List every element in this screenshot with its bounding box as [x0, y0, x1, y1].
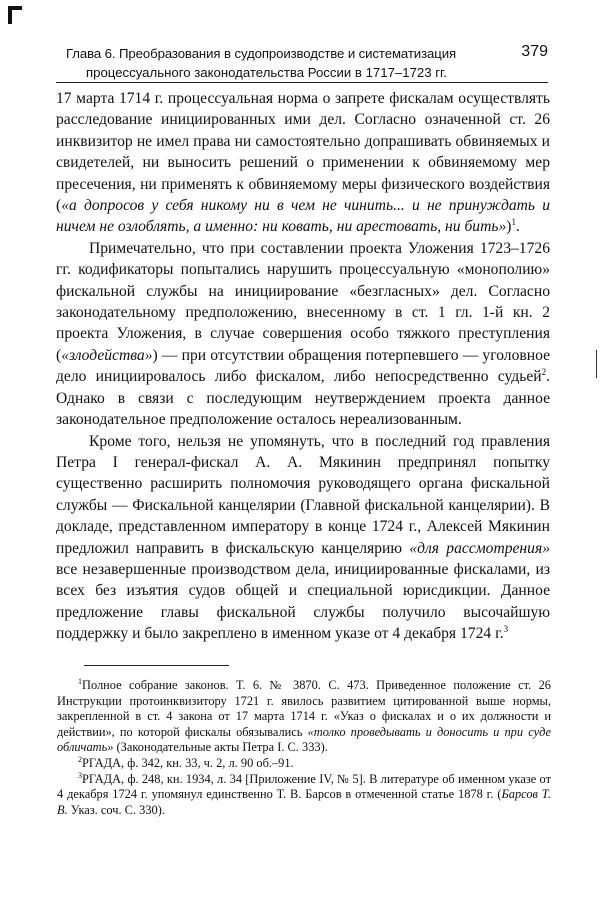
- paragraph-3: [56, 431, 550, 645]
- chapter-title-line1: Глава 6. Преобразования в судопроизводстве и систематизация: [66, 46, 457, 61]
- footnote-1: [57, 678, 551, 756]
- footnote-1-text: Полное собрание законов. Т. 6. № 3870. С. 473. Приведенное положение ст. 26 Инструкции протоинквизитору 1721 г. явилось развитием цитированной выше нормы, закрепленной в ст. 4 закона от 17 марта 1714 г. «Указ о фискалах и о их должности и действии», по которой фискалы обязывались: [57, 678, 551, 739]
- page-number: 379: [521, 43, 548, 60]
- paragraph-2-text-cont: ) — при отсутствии обращения потерпевшего — уголовное дело инициировалось либо фискалом, либо непосредственно судьей: [56, 346, 550, 386]
- scan-margin-mark: [596, 350, 597, 378]
- main-text: [56, 88, 550, 645]
- footnote-3-text: РГАДА, ф. 248, кн. 1934, л. 34 [Приложение IV, № 5]. В литературе об именном указе от 4 декабря 1724 г. упомянул единственно Т. В. Барсов в отмеченной статье 1878 г. (: [57, 771, 551, 802]
- footnote-3-author: Барсов Т. В.: [57, 787, 551, 817]
- paragraph-1-quote: «а допросов у себя никому ни в чем не чинить... и не принуждать и ничем не озлоблять, а именно: ни ковать, ни арестовать, ни бить»: [56, 197, 550, 236]
- footnote-separator: [84, 665, 229, 666]
- paragraph-2-text: Примечательно, что при составлении проекта Уложения 1723–1726 гг. кодификаторы попытались нарушить процессуальную «монополию» фискальной службы на инициирование «безгласных» дел. Согласно законодательному предположению, внесенному в ст. 1 гл. 1-й кн. 2 проекта Уложения, в случае совершения особо тяжкого преступления (: [56, 239, 550, 364]
- paragraph-1-text: 17 марта 1714 г. процессуальная норма о запрете фискалам осуществлять расследование инициированных ими дел. Согласно означенной ст. 26 инквизитор не имел права ни самостоятельно допрашивать обвиняемых и свидетелей, ни выносить решений о применении к обвиняемому мер пресечения, ни применять к обвиняемому меры физического воздействия (: [56, 90, 550, 215]
- paragraph-3-quote: «для рассмотрения»: [409, 539, 551, 557]
- paragraph-3-text-cont: все незавершенные производством дела, инициированные фискалами, из всех без изъятия судов общей и специальной юрисдикции. Данное предложение главы фискальной службы получило высочайшую поддержку и было закреплено в именном указе от 4 декабря 1724 г.: [56, 560, 550, 643]
- footnote-ref-3: 3: [503, 623, 509, 634]
- running-header: [56, 43, 548, 83]
- footnote-1-number: 1: [78, 676, 82, 686]
- scan-corner-mark: [8, 6, 22, 24]
- header-rule: [56, 82, 548, 83]
- paragraph-1: [56, 88, 550, 238]
- footnote-2-number: 2: [78, 754, 82, 764]
- footnote-3-text-cont: Указ. соч. С. 330).: [67, 802, 165, 817]
- paragraph-2-quote: «злодейства»: [61, 346, 153, 364]
- paragraph-2-end: . Однако в связи с последующим неутверждением проекта данное законодательное предположение осталось нереализованным.: [56, 368, 550, 429]
- footnote-1-quote: «толко проведывать и доносить и при суде обличать»: [57, 724, 551, 755]
- footnote-3: [57, 772, 551, 819]
- footnotes: [57, 678, 551, 818]
- paragraph-3-text: Кроме того, нельзя не упомянуть, что в последний год правления Петра I генерал-фискал А. А. Мякинин предпринял попытку существенно расширить полномочия руководящего органа фискальной службы — Фискальной канцелярии (Главной фискальной канцелярии). В докладе, представленном императору в конце 1724 г., Алексей Мякинин предложил направить в фискальскую канцелярию: [56, 432, 550, 557]
- footnote-2-text: РГАДА, ф. 342, кн. 33, ч. 2, л. 90 об.–91.: [82, 755, 294, 770]
- footnote-2: [57, 756, 551, 772]
- paragraph-1-text-cont: ): [506, 218, 512, 236]
- footnote-ref-2: 2: [541, 367, 547, 378]
- chapter-title-line2: процессуального законодательства России в 1717–1723 гг.: [86, 65, 447, 80]
- footnote-ref-1: 1: [511, 217, 516, 228]
- footnote-1-text-cont: (Законодательные акты Петра I. С. 333).: [113, 740, 328, 755]
- paragraph-2: [56, 238, 550, 431]
- footnote-3-number: 3: [78, 770, 82, 780]
- paragraph-1-end: .: [515, 218, 520, 236]
